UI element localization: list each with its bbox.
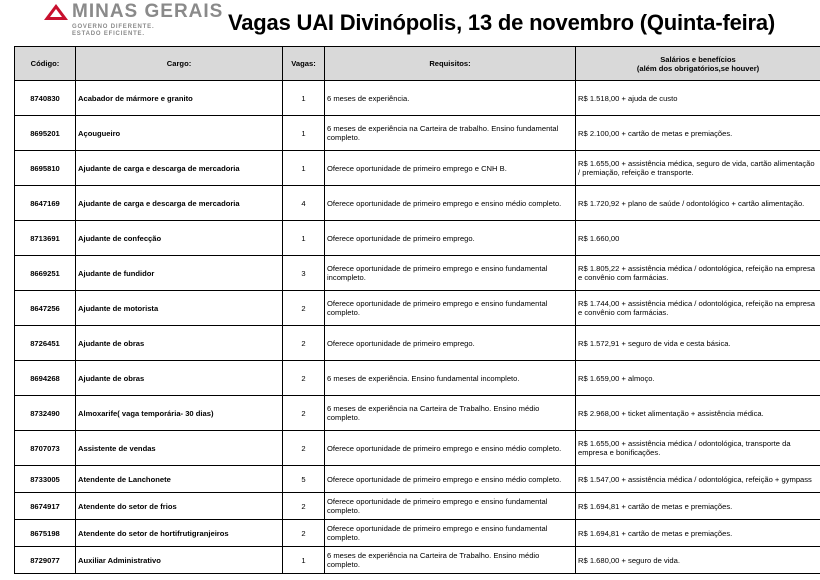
job-salary-cell: R$ 1.547,00 + assistência médica / odontológica, refeição + gympass [576, 466, 820, 493]
job-role-cell: Ajudante de obras [76, 361, 283, 396]
job-salary-cell: R$ 2.100,00 + cartão de metas e premiações. [576, 116, 820, 151]
table-row [15, 520, 820, 547]
job-qty-cell: 5 [283, 466, 325, 493]
job-requirements-cell: Oferece oportunidade de primeiro emprego e CNH B. [325, 151, 576, 186]
job-qty-cell: 2 [283, 326, 325, 361]
job-role-cell: Atendente do setor de frios [76, 493, 283, 520]
job-qty-cell: 2 [283, 291, 325, 326]
job-requirements-cell: Oferece oportunidade de primeiro emprego e ensino fundamental completo. [325, 493, 576, 520]
table-row [15, 431, 820, 466]
job-code-cell: 8669251 [15, 256, 76, 291]
job-code-cell: 8694268 [15, 361, 76, 396]
table-row [15, 361, 820, 396]
job-code-cell: 8729077 [15, 547, 76, 574]
salary-header-line-2: (além dos obrigatórios,se houver) [636, 63, 760, 73]
column-header-role: Cargo: [76, 47, 283, 81]
job-qty-cell: 4 [283, 186, 325, 221]
logo-brand: MINAS GERAIS [72, 1, 224, 22]
job-code-cell: 8732490 [15, 396, 76, 431]
salary-header-line-1: Salários e benefícios [660, 54, 736, 64]
job-qty-cell: 1 [283, 81, 325, 116]
job-role-cell: Ajudante de confecção [76, 221, 283, 256]
job-qty-cell: 2 [283, 431, 325, 466]
page-title: Vagas UAI Divinópolis, 13 de novembro (Quinta-feira) [228, 10, 776, 35]
job-role-cell: Ajudante de motorista [76, 291, 283, 326]
job-role-cell: Atendente do setor de hortifrutigranjeiros [76, 520, 283, 547]
job-requirements-cell: Oferece oportunidade de primeiro emprego e ensino médio completo. [325, 431, 576, 466]
job-role-cell: Atendente de Lanchonete [76, 466, 283, 493]
minas-gerais-logo [44, 1, 224, 39]
job-salary-cell: R$ 1.660,00 [576, 221, 820, 256]
table-row [15, 493, 820, 520]
table-row [15, 547, 820, 574]
job-role-cell: Almoxarife( vaga temporária- 30 dias) [76, 396, 283, 431]
job-salary-cell: R$ 1.805,22 + assistência médica / odontológica, refeição na empresa e convênio com farmácias. [576, 256, 820, 291]
job-code-cell: 8740830 [15, 81, 76, 116]
table-row [15, 151, 820, 186]
table-row [15, 256, 820, 291]
job-role-cell: Auxiliar Administrativo [76, 547, 283, 574]
job-code-cell: 8674917 [15, 493, 76, 520]
job-code-cell: 8713691 [15, 221, 76, 256]
job-requirements-cell: 6 meses de experiência na Carteira de Trabalho. Ensino médio completo. [325, 547, 576, 574]
job-salary-cell: R$ 1.680,00 + seguro de vida. [576, 547, 820, 574]
table-row [15, 81, 820, 116]
job-role-cell: Acabador de mármore e granito [76, 81, 283, 116]
table-row [15, 186, 820, 221]
column-header-salary [576, 47, 820, 81]
header-band [0, 0, 820, 46]
logo-tagline-1: GOVERNO DIFERENTE. [72, 24, 155, 30]
job-qty-cell: 3 [283, 256, 325, 291]
job-role-cell: Ajudante de carga e descarga de mercadoria [76, 186, 283, 221]
job-salary-cell: R$ 1.744,00 + assistência médica / odontológica, refeição na empresa e convênio com farmácias. [576, 291, 820, 326]
job-code-cell: 8647256 [15, 291, 76, 326]
table-row [15, 291, 820, 326]
job-qty-cell: 2 [283, 520, 325, 547]
job-qty-cell: 2 [283, 361, 325, 396]
column-header-requirements: Requisitos: [325, 47, 576, 81]
job-qty-cell: 2 [283, 493, 325, 520]
column-header-code: Código: [15, 47, 76, 81]
job-requirements-cell: Oferece oportunidade de primeiro emprego e ensino fundamental incompleto. [325, 256, 576, 291]
job-code-cell: 8726451 [15, 326, 76, 361]
job-code-cell: 8733005 [15, 466, 76, 493]
job-requirements-cell: 6 meses de experiência. Ensino fundamental incompleto. [325, 361, 576, 396]
job-salary-cell: R$ 1.572,91 + seguro de vida e cesta básica. [576, 326, 820, 361]
job-requirements-cell: Oferece oportunidade de primeiro emprego e ensino médio completo. [325, 186, 576, 221]
job-requirements-cell: 6 meses de experiência. [325, 81, 576, 116]
job-salary-cell: R$ 2.968,00 + ticket alimentação + assistência médica. [576, 396, 820, 431]
job-salary-cell: R$ 1.720,92 + plano de saúde / odontológico + cartão alimentação. [576, 186, 820, 221]
job-requirements-cell: 6 meses de experiência na Carteira de Trabalho. Ensino médio completo. [325, 396, 576, 431]
minas-gerais-triangle-icon [44, 4, 68, 20]
job-salary-cell: R$ 1.655,00 + assistência médica, seguro de vida, cartão alimentação / premiação, refeição e transporte. [576, 151, 820, 186]
job-vacancies-table [14, 46, 820, 574]
job-qty-cell: 1 [283, 221, 325, 256]
job-code-cell: 8675198 [15, 520, 76, 547]
logo-tagline-2: ESTADO EFICIENTE. [72, 31, 145, 37]
job-requirements-cell: Oferece oportunidade de primeiro emprego. [325, 326, 576, 361]
job-code-cell: 8695201 [15, 116, 76, 151]
table-row [15, 221, 820, 256]
job-code-cell: 8647169 [15, 186, 76, 221]
job-role-cell: Ajudante de obras [76, 326, 283, 361]
job-qty-cell: 1 [283, 151, 325, 186]
table-row [15, 396, 820, 431]
job-salary-cell: R$ 1.694,81 + cartão de metas e premiações. [576, 520, 820, 547]
job-qty-cell: 1 [283, 116, 325, 151]
job-code-cell: 8695810 [15, 151, 76, 186]
job-role-cell: Ajudante de carga e descarga de mercadoria [76, 151, 283, 186]
column-header-qty: Vagas: [283, 47, 325, 81]
job-requirements-cell: Oferece oportunidade de primeiro emprego. [325, 221, 576, 256]
job-salary-cell: R$ 1.518,00 + ajuda de custo [576, 81, 820, 116]
job-qty-cell: 1 [283, 547, 325, 574]
job-role-cell: Açougueiro [76, 116, 283, 151]
job-salary-cell: R$ 1.659,00 + almoço. [576, 361, 820, 396]
table-row [15, 466, 820, 493]
job-requirements-cell: Oferece oportunidade de primeiro emprego e ensino médio completo. [325, 466, 576, 493]
job-salary-cell: R$ 1.655,00 + assistência médica / odontológica, transporte da empresa e bonificações. [576, 431, 820, 466]
job-requirements-cell: Oferece oportunidade de primeiro emprego e ensino fundamental completo. [325, 520, 576, 547]
job-requirements-cell: 6 meses de experiência na Carteira de trabalho. Ensino fundamental completo. [325, 116, 576, 151]
job-role-cell: Assistente de vendas [76, 431, 283, 466]
job-role-cell: Ajudante de fundidor [76, 256, 283, 291]
table-row [15, 116, 820, 151]
table-row [15, 326, 820, 361]
job-qty-cell: 2 [283, 396, 325, 431]
table-header-row [15, 47, 820, 81]
job-salary-cell: R$ 1.694,81 + cartão de metas e premiações. [576, 493, 820, 520]
job-requirements-cell: Oferece oportunidade de primeiro emprego e ensino fundamental completo. [325, 291, 576, 326]
job-code-cell: 8707073 [15, 431, 76, 466]
